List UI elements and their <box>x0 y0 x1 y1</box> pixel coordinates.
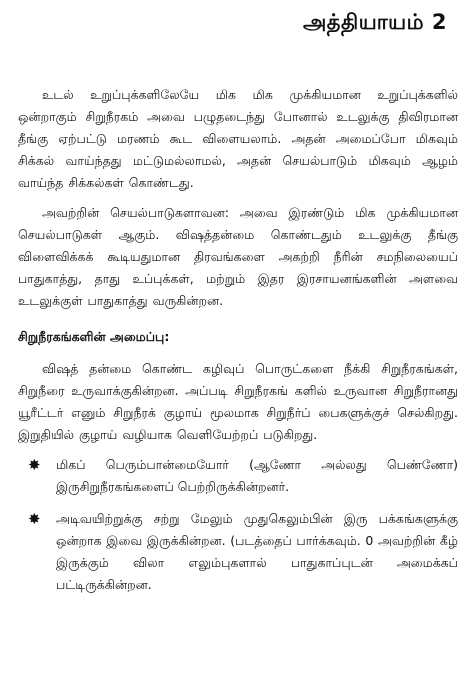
structure-paragraph: விஷத் தன்மை கொண்ட கழிவுப் பொருட்களை நீக்கி சிறுநீரகங்கள், சிறுநீரை உருவாக்குகின்றன. அப்படி சிறுநீரகங் களில் உருவான சிறுநீரானது யூரீட்டர் எனும் சிறுநீரக் குழாய் மூலமாக சிறுநீர்ப் பைகளுக்குச் செல்கிறது. இறுதியில் குழாய் வழியாக வெளியேற்றப் படுகிறது. <box>18 361 458 442</box>
intro-paragraph: உடல் உறுப்புக்களிலேயே மிக மிக முக்கியமான உறுப்புக்களில் ஒன்றாகும் சிறுநீரகம் அவை பழுதடைந்து போனால் உடலுக்கு திவிரமான தீங்கு ஏற்பட்டு மரணம் கூட விளையலாம். அதன் அமைப்போ மிகவும் சிக்கல் வாய்ந்தது மட்டுமல்லாமல், அதன் செயல்பாடும் மிகவும் ஆழம் வாய்ந்த சிக்கல்கள் கொண்டது. <box>18 87 458 190</box>
star-bullet-icon: ✸ <box>28 456 41 474</box>
list-item <box>28 454 458 498</box>
bullet-list <box>18 454 458 596</box>
section-heading: சிறுநீரகங்களின் அமைப்பு: <box>18 329 170 344</box>
list-item <box>28 508 458 596</box>
star-bullet-icon: ✸ <box>28 510 41 528</box>
page-content <box>18 84 458 606</box>
functions-paragraph: அவற்றின் செயல்பாடுகளாவன: அவை இரண்டும் மிக முக்கியமான செயல்பாடுகள் ஆகும். விஷத்தன்மை கொண்டதும் உடலுக்கு தீங்கு விளைவிக்கக் கூடியதுமான திரவங்களை அகற்றி நீரின் சமநிலையைப் பாதுகாத்து, தாது உப்புக்கள், மற்றும் இதர இரசாயனங்களின் அளவை உடலுக்குள் பாதுகாத்து வருகின்றன. <box>18 205 458 308</box>
list-item-text: அடிவயிற்றுக்கு சற்று மேலும் முதுகெலும்பின் இரு பக்கங்களுக்கு ஒன்றாக இவை இருக்கின்றன. (படத்தைப் பார்க்கவும். 0 அவற்றின் கீழ் இருக்கும் விலா எலும்புகளால் பாதுகாப்புடன் அமைக்கப் பட்டிருக்கின்றன. <box>56 511 458 592</box>
list-item-text: மிகப் பெரும்பான்மையோர் (ஆணோ அல்லது பெண்ணோ) இருசிறுநீரகங்களைப் பெற்றிருக்கின்றனர். <box>56 457 458 494</box>
chapter-title: அத்தியாயம் 2 <box>302 10 447 34</box>
